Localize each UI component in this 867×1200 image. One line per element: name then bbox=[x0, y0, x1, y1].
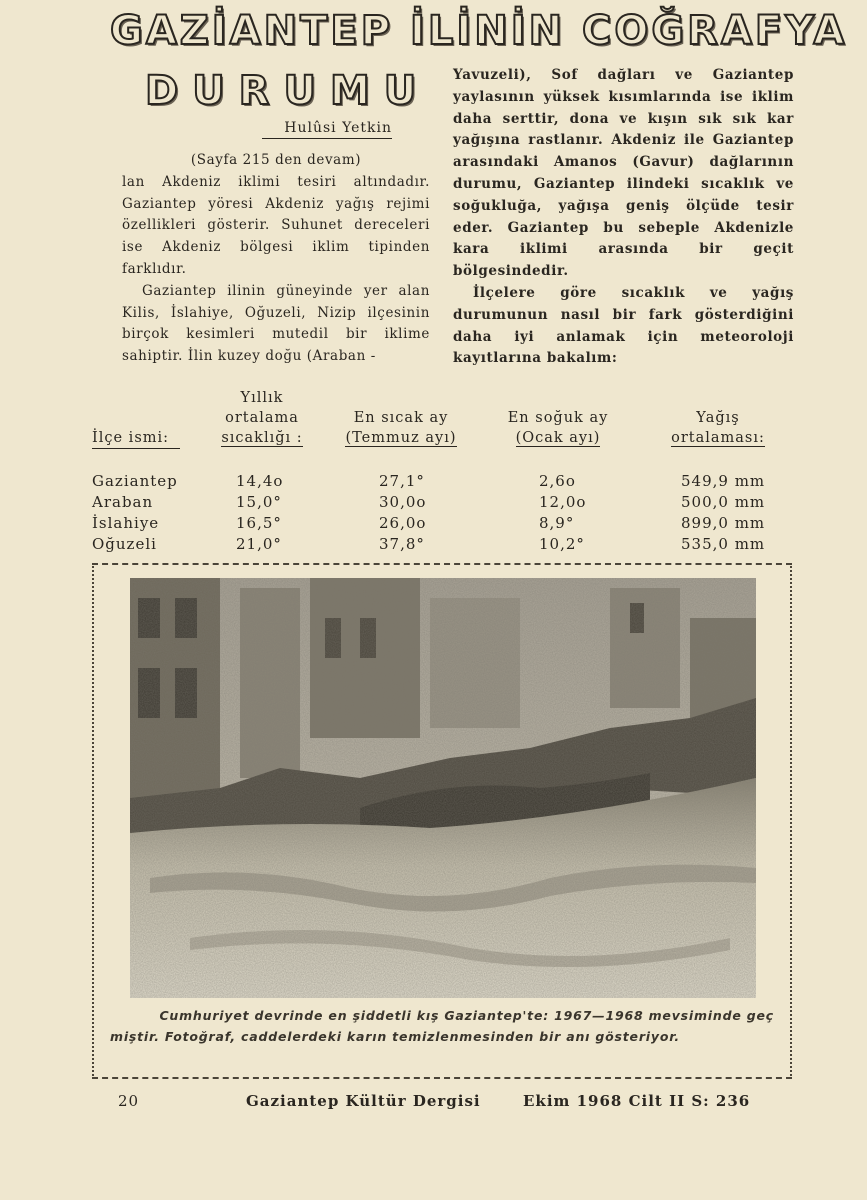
left-text-column bbox=[122, 150, 430, 368]
table-cell: 21,0° bbox=[236, 535, 282, 553]
table-cell: 14,4o bbox=[236, 472, 284, 490]
table-cell: 10,2° bbox=[539, 535, 585, 553]
caption-line: Cumhuriyet devrinde en şiddetli kış Gaziantep'te: 1967—1968 mevsiminde geç bbox=[159, 1008, 774, 1023]
table-row bbox=[92, 492, 792, 513]
table-cell: 535,0 mm bbox=[681, 535, 766, 553]
page-title: GAZİANTEP İLİNİN COĞRAFYA bbox=[110, 8, 848, 54]
snow-street-photo bbox=[130, 578, 756, 998]
issue-info: Ekim 1968 Cilt II S: 236 bbox=[523, 1092, 751, 1110]
table-cell: 15,0° bbox=[236, 493, 282, 511]
photo-caption bbox=[110, 1005, 774, 1047]
table-cell: 549,9 mm bbox=[681, 472, 766, 490]
table-header-text: En soğuk ay bbox=[507, 410, 609, 426]
paragraph: lan Akdeniz iklimi tesiri altındadır. Gaziantep yöresi Akdeniz yağış rejimi özellikleri gösterir. Suhunet dereceleri ise Akdeniz bölgesi iklim tipinden farklıdır. bbox=[122, 173, 430, 277]
table-cell: 27,1° bbox=[379, 472, 425, 490]
table-cell: 37,8° bbox=[379, 535, 425, 553]
table-cell: Gaziantep bbox=[92, 472, 178, 490]
caption-line: miştir. Fotoğraf, caddelerdeki karın temizlenmesinden bir anı gösteriyor. bbox=[110, 1029, 680, 1044]
table-header-text: En sıcak ay bbox=[353, 410, 449, 426]
table-cell: Oğuzeli bbox=[92, 535, 157, 553]
table-header-hottest-month bbox=[336, 408, 466, 448]
page-title-line2: DURUMU bbox=[145, 68, 431, 114]
table-row bbox=[92, 513, 792, 534]
table-header-district: İlçe ismi: bbox=[92, 428, 180, 449]
table-header-text: ortalaması: bbox=[671, 430, 765, 446]
table-cell: 2,6o bbox=[539, 472, 576, 490]
table-header-annual-mean bbox=[212, 388, 312, 448]
paragraph: Yavuzeli), Sof dağları ve Gaziantep yaylasının yüksek kısımlarında ise iklim daha serttir, dona ve kışın sık sık kar yağışına rastlanır. Akdeniz ile Gaziantep arasındaki Amanos (Gavur) dağlarının durumu, Gaziantep ilindeki sıcaklık ve soğukluğa, yağışa geniş ölçüde tesir eder. Gaziantep bu sebeple Akdenizle kara iklimi arasında bir geçit bölgesindedir. bbox=[453, 67, 794, 280]
table-cell: 500,0 mm bbox=[681, 493, 766, 511]
paragraph: İlçelere göre sıcaklık ve yağış durumunun nasıl bir fark gösterdiğini daha iyi anlamak için meteoroloji kayıtlarına bakalım: bbox=[453, 284, 794, 367]
table-cell: 26,0o bbox=[379, 514, 427, 532]
table-cell: Araban bbox=[92, 493, 154, 511]
paragraph: Gaziantep ilinin güneyinde yer alan Kilis, İslahiye, Oğuzeli, Nizip ilçesinin birçok kesimleri mutedil bir iklime sahiptir. İlin kuzey doğu (Araban - bbox=[122, 282, 430, 365]
table-header-text: Yıllık bbox=[240, 390, 284, 406]
table-row bbox=[92, 534, 792, 555]
table-header-text: (Temmuz ayı) bbox=[345, 430, 457, 446]
table-cell: 8,9° bbox=[539, 514, 575, 532]
table-cell: 16,5° bbox=[236, 514, 282, 532]
magazine-name: Gaziantep Kültür Dergisi bbox=[246, 1092, 481, 1110]
table-header-coldest-month bbox=[495, 408, 621, 448]
author-name: Hulûsi Yetkin bbox=[262, 120, 392, 139]
table-header-text: sıcaklığı : bbox=[221, 430, 303, 446]
table-cell: 899,0 mm bbox=[681, 514, 766, 532]
page-number: 20 bbox=[118, 1092, 140, 1110]
climate-table-body bbox=[92, 471, 792, 555]
table-header-text: ortalama bbox=[225, 410, 299, 426]
table-row bbox=[92, 471, 792, 492]
right-text-column bbox=[453, 65, 794, 370]
table-header-text: Yağış bbox=[696, 410, 740, 426]
continued-note: (Sayfa 215 den devam) bbox=[190, 152, 362, 168]
table-cell: 30,0o bbox=[379, 493, 427, 511]
table-header-text: (Ocak ayı) bbox=[515, 430, 601, 446]
table-header-precipitation bbox=[655, 408, 781, 448]
table-cell: 12,0o bbox=[539, 493, 587, 511]
table-cell: İslahiye bbox=[92, 514, 160, 532]
